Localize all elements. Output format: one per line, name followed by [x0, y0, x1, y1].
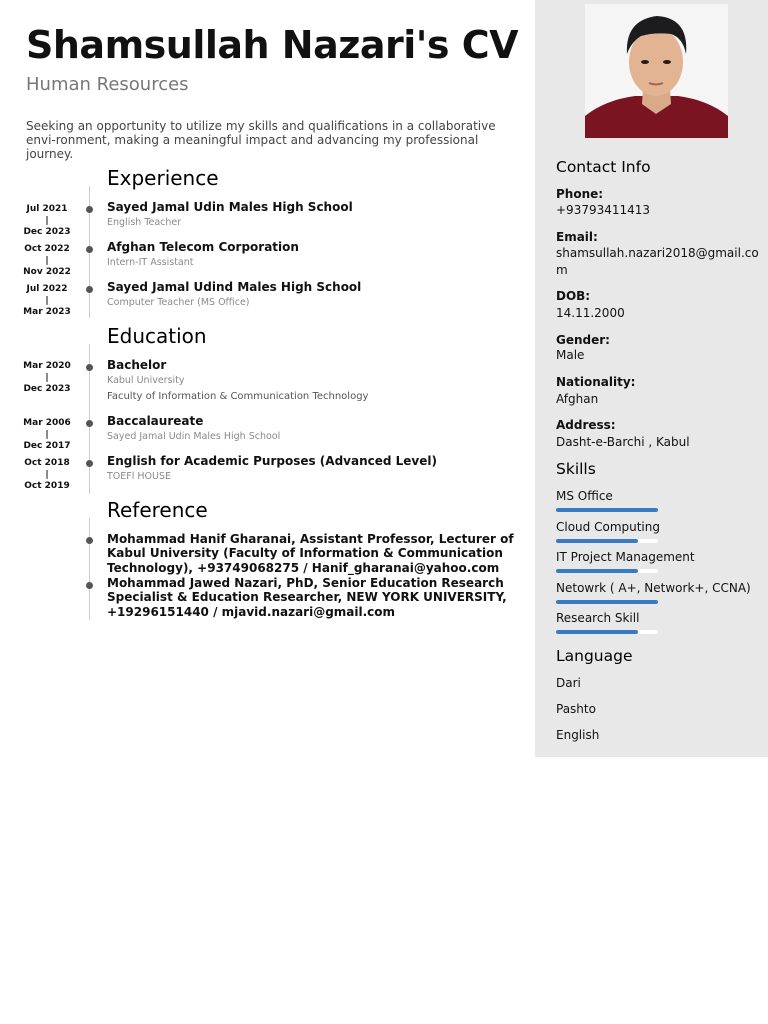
nationality-label: Nationality:	[556, 375, 636, 389]
date-end: Nov 2022	[23, 267, 71, 277]
summary-text: Seeking an opportunity to utilize my skills and qualifications in a collaborative envi-ronment, making a meaningful impact and advancing my professional journey.	[26, 119, 496, 161]
timeline-dot	[86, 286, 93, 293]
timeline-dot	[86, 206, 93, 213]
experience-org: Afghan Telecom Corporation	[107, 240, 299, 254]
date-start: Oct 2018	[24, 458, 70, 468]
skill-level-fill	[556, 630, 638, 634]
reference-entry: Mohammad Hanif Gharanai, Assistant Professor, Lecturer of Kabul University (Faculty of Information & Communication Technology), +93749068275 / Hanif_gharanai@yahoo.com	[107, 532, 514, 575]
date-separator: |	[45, 372, 49, 383]
gender-label: Gender:	[556, 333, 610, 347]
timeline-dot	[86, 460, 93, 467]
experience-heading: Experience	[107, 166, 219, 190]
skill-name: Research Skill	[556, 611, 640, 625]
skill-level-fill	[556, 600, 658, 604]
phone-value: +93793411413	[556, 203, 651, 217]
education-school: Kabul University	[107, 375, 185, 386]
education-degree: Bachelor	[107, 358, 167, 372]
timeline-dot	[86, 420, 93, 427]
education-faculty: Faculty of Information & Communication Technology	[107, 391, 369, 402]
date-separator: |	[45, 469, 49, 480]
language-heading: Language	[556, 647, 633, 665]
date-start: Jul 2021	[26, 204, 68, 214]
experience-org: Sayed Jamal Udind Males High School	[107, 280, 362, 294]
date-end: Dec 2017	[23, 441, 71, 451]
skill-level-fill	[556, 569, 638, 573]
profile-photo	[585, 4, 728, 138]
experience-date	[14, 284, 80, 319]
timeline-dot	[86, 364, 93, 371]
job-role: Human Resources	[26, 74, 189, 95]
phone-label: Phone:	[556, 187, 604, 201]
date-start: Mar 2006	[23, 418, 71, 428]
date-end: Mar 2023	[23, 307, 71, 317]
reference-heading: Reference	[107, 498, 208, 522]
experience-date	[14, 244, 80, 279]
education-date	[14, 458, 80, 493]
gender-value: Male	[556, 348, 585, 362]
email-label: Email:	[556, 230, 598, 244]
date-separator: |	[45, 429, 49, 440]
address-value: Dasht-e-Barchi , Kabul	[556, 435, 690, 449]
skill-level-bar	[556, 569, 658, 573]
education-date	[14, 418, 80, 453]
experience-date	[14, 204, 80, 239]
education-heading: Education	[107, 324, 207, 348]
education-date	[14, 361, 80, 396]
timeline-dot	[86, 582, 93, 589]
language-item: Pashto	[556, 702, 596, 716]
skills-heading: Skills	[556, 460, 596, 478]
date-start: Jul 2022	[26, 284, 68, 294]
skill-name: Netowrk ( A+, Network+, CCNA)	[556, 580, 751, 595]
skill-name: IT Project Management	[556, 550, 695, 564]
experience-position: Computer Teacher (MS Office)	[107, 297, 250, 308]
date-end: Dec 2023	[23, 384, 71, 394]
skill-level-bar	[556, 630, 658, 634]
skill-level-bar	[556, 508, 658, 512]
dob-value: 14.11.2000	[556, 306, 625, 320]
skill-level-bar	[556, 539, 658, 543]
cv-title: Shamsullah Nazari's CV	[26, 23, 519, 67]
experience-position: Intern-IT Assistant	[107, 257, 194, 268]
skill-level-fill	[556, 508, 658, 512]
date-end: Oct 2019	[24, 481, 70, 491]
contact-heading: Contact Info	[556, 158, 651, 176]
nationality-value: Afghan	[556, 392, 599, 406]
date-separator: |	[45, 295, 49, 306]
address-label: Address:	[556, 418, 616, 432]
experience-position: English Teacher	[107, 217, 182, 228]
date-start: Mar 2020	[23, 361, 71, 371]
reference-entry: Mohammad Jawed Nazari, PhD, Senior Education Research Specialist & Education Researcher, NEW YORK UNIVERSITY, +19296151440 / mjavid.nazari@gmail.com	[107, 576, 507, 619]
timeline-dot	[86, 246, 93, 253]
date-separator: |	[45, 255, 49, 266]
date-end: Dec 2023	[23, 227, 71, 237]
date-start: Oct 2022	[24, 244, 70, 254]
skill-level-fill	[556, 539, 638, 543]
education-degree: English for Academic Purposes (Advanced Level)	[107, 454, 437, 468]
email-value: shamsullah.nazari2018@gmail.com	[556, 246, 759, 277]
dob-label: DOB:	[556, 289, 591, 303]
experience-org: Sayed Jamal Udin Males High School	[107, 200, 353, 214]
education-school: TOEFl HOUSE	[107, 471, 172, 482]
timeline-dot	[86, 537, 93, 544]
skill-name: Cloud Computing	[556, 519, 660, 534]
language-item: English	[556, 728, 600, 742]
education-school: Sayed Jamal Udin Males High School	[107, 431, 281, 442]
date-separator: |	[45, 215, 49, 226]
education-degree: Baccalaureate	[107, 414, 204, 428]
language-item: Dari	[556, 676, 581, 690]
skill-name: MS Office	[556, 489, 613, 503]
portrait-image	[585, 4, 728, 138]
skill-level-bar	[556, 600, 658, 604]
reference-timeline	[89, 518, 90, 620]
